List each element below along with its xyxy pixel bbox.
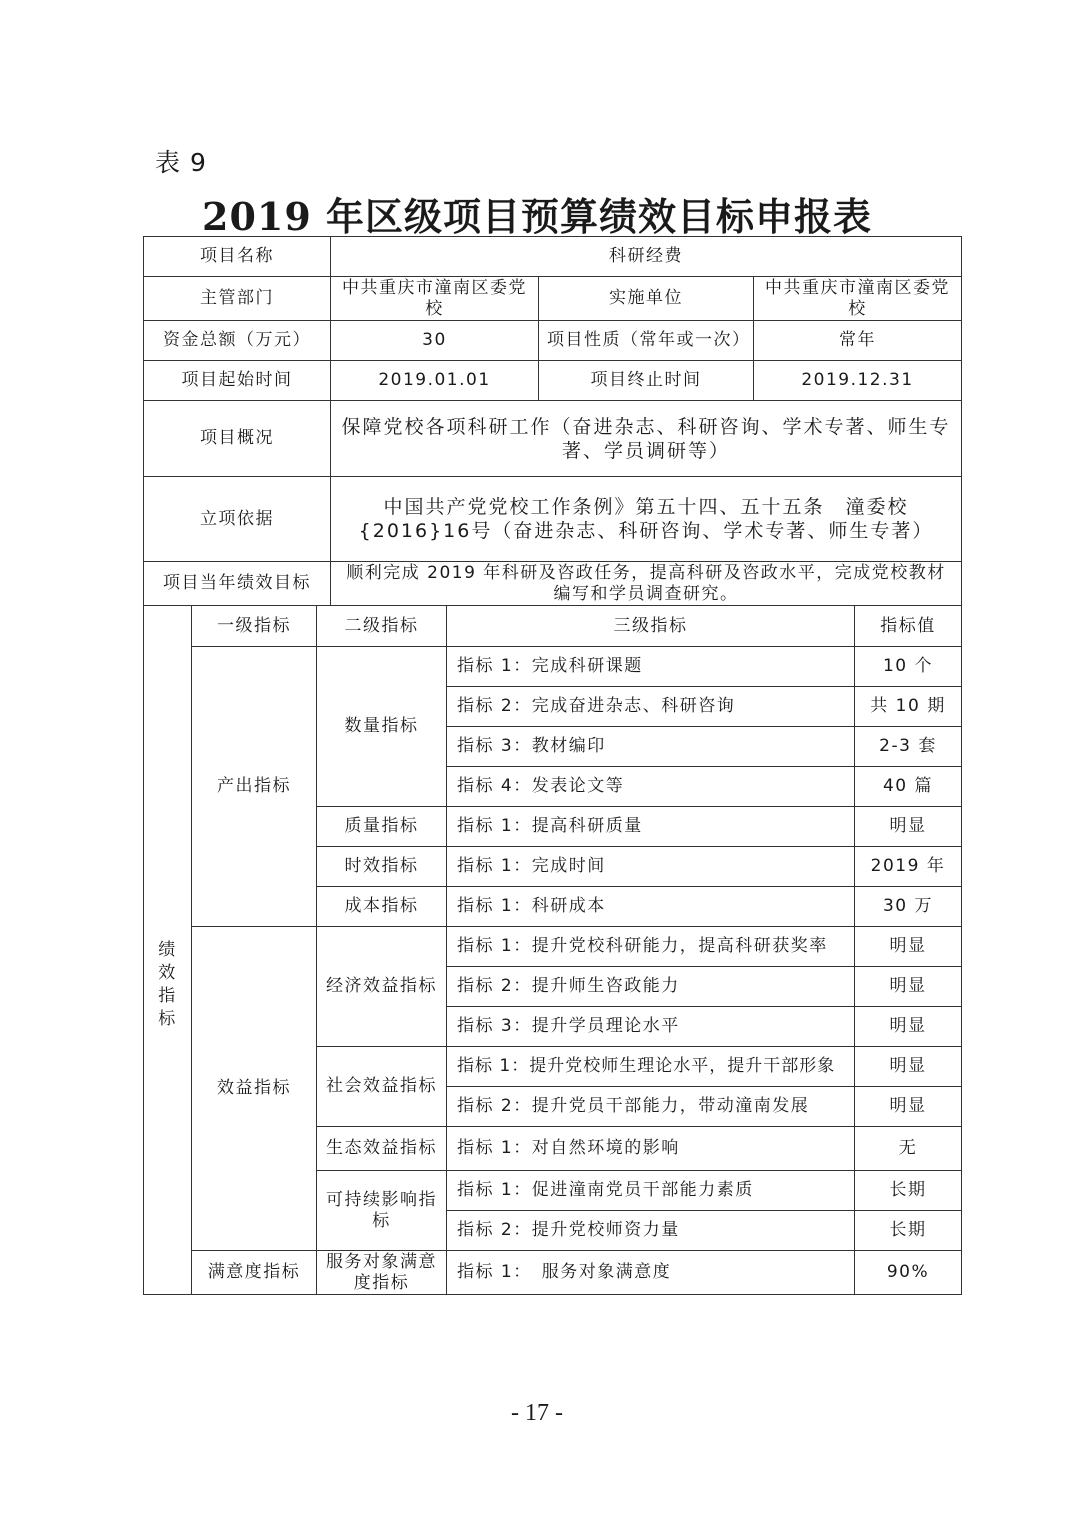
end-value: 2019.12.31 [754,361,962,401]
benefit-indicator: 效益指标 [192,927,317,1251]
overview-value: 保障党校各项科研工作（奋进杂志、科研咨询、学术专著、师生专著、学员调研等） [331,401,962,477]
start-value: 2019.01.01 [331,361,539,401]
indicator-value: 共 10 期 [855,687,962,727]
indicator-text: 指标 3：提升学员理论水平 [447,1007,855,1047]
social-indicator: 社会效益指标 [317,1047,447,1127]
indicator-value: 长期 [855,1211,962,1251]
indicator-text: 指标 2：提升党校师资力量 [447,1211,855,1251]
dept-value: 中共重庆市潼南区委党校 [331,277,539,321]
indicator-value: 无 [855,1127,962,1171]
document-title: 2019 年区级项目预算绩效目标申报表 [202,194,872,239]
col-level2-header: 二级指标 [317,606,447,647]
goal-label: 项目当年绩效目标 [144,562,331,606]
ecological-indicator: 生态效益指标 [317,1127,447,1171]
indicator-text: 指标 1：提高科研质量 [447,807,855,847]
satisfaction-indicator: 满意度指标 [192,1251,317,1295]
indicator-text: 指标 1：科研成本 [447,887,855,927]
indicator-value: 2019 年 [855,847,962,887]
economic-indicator: 经济效益指标 [317,927,447,1047]
output-indicator: 产出指标 [192,647,317,927]
indicator-value: 2-3 套 [855,727,962,767]
basis-label: 立项依据 [144,477,331,562]
indicator-value: 明显 [855,1047,962,1087]
quality-indicator: 质量指标 [317,807,447,847]
performance-table [143,605,962,1295]
performance-side-label [144,606,192,1295]
indicator-text: 指标 1：对自然环境的影响 [447,1127,855,1171]
col-level3-header: 三级指标 [447,606,855,647]
indicator-value: 长期 [855,1171,962,1211]
indicator-text: 指标 1： 服务对象满意度 [447,1251,855,1295]
indicator-text: 指标 1：完成科研课题 [447,647,855,687]
goal-value: 顺利完成 2019 年科研及咨政任务，提高科研及咨政水平，完成党校教材编写和学员调查研究。 [331,562,962,606]
indicator-value: 明显 [855,1007,962,1047]
cost-indicator: 成本指标 [317,887,447,927]
start-label: 项目起始时间 [144,361,331,401]
indicator-value: 明显 [855,927,962,967]
indicator-value: 90% [855,1251,962,1295]
project-name-value: 科研经费 [331,237,962,277]
timeliness-indicator: 时效指标 [317,847,447,887]
indicator-value: 明显 [855,1087,962,1127]
indicator-value: 明显 [855,807,962,847]
indicator-text: 指标 1：促进潼南党员干部能力素质 [447,1171,855,1211]
indicator-text: 指标 4：发表论文等 [447,767,855,807]
indicator-text: 指标 1：提升党校科研能力，提高科研获奖率 [447,927,855,967]
project-name-label: 项目名称 [144,237,331,277]
indicator-value: 30 万 [855,887,962,927]
indicator-value: 40 篇 [855,767,962,807]
col-value-header: 指标值 [855,606,962,647]
end-label: 项目终止时间 [539,361,754,401]
service-satisfaction-indicator: 服务对象满意度指标 [317,1251,447,1295]
nature-value: 常年 [754,321,962,361]
indicator-text: 指标 2：提升师生咨政能力 [447,967,855,1007]
fund-value: 30 [331,321,539,361]
quantity-indicator: 数量指标 [317,647,447,807]
sustainable-indicator: 可持续影响指标 [317,1171,447,1251]
indicator-text: 指标 3：教材编印 [447,727,855,767]
indicator-text: 指标 2：提升党员干部能力，带动潼南发展 [447,1087,855,1127]
impl-label: 实施单位 [539,277,754,321]
nature-label: 项目性质（常年或一次） [539,321,754,361]
fund-label: 资金总额（万元） [144,321,331,361]
page-number: - 17 - [511,1400,563,1426]
table-number: 表 9 [155,148,207,177]
dept-label: 主管部门 [144,277,331,321]
impl-value: 中共重庆市潼南区委党校 [754,277,962,321]
basis-value: 中国共产党党校工作条例》第五十四、五十五条 潼委校{2016}16号（奋进杂志、科研咨询、学术专著、师生专著） [331,477,962,562]
performance-side-text: 绩效指标 [158,940,177,1029]
project-info-table [143,236,962,606]
indicator-value: 10 个 [855,647,962,687]
indicator-text: 指标 2：完成奋进杂志、科研咨询 [447,687,855,727]
indicator-text: 指标 1：完成时间 [447,847,855,887]
indicator-value: 明显 [855,967,962,1007]
col-level1-header: 一级指标 [192,606,317,647]
overview-label: 项目概况 [144,401,331,477]
indicator-text: 指标 1：提升党校师生理论水平，提升干部形象 [447,1047,855,1087]
